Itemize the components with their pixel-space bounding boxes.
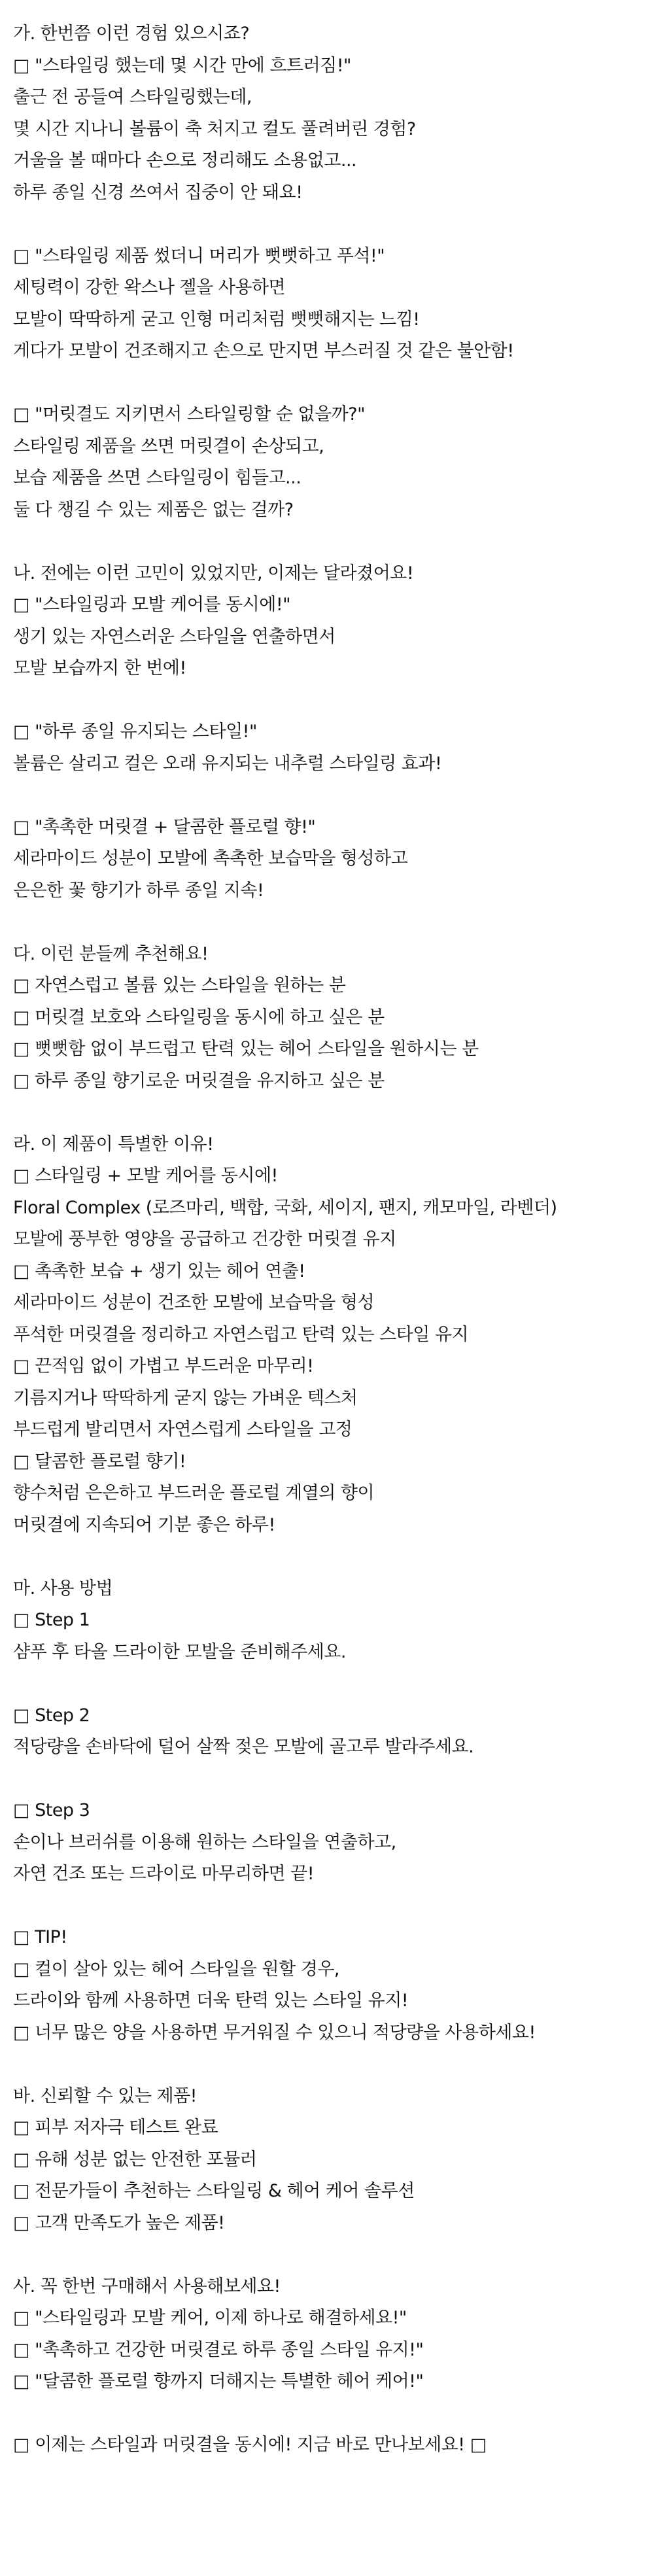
text-line: □ "스타일링과 모발 케어, 이제 하나로 해결하세요!" — [13, 2308, 407, 2328]
paragraph-gap — [13, 526, 654, 558]
text-line: □ 유해 성분 없는 안전한 포뮬러 — [13, 2149, 257, 2170]
text-line: □ 달콤한 플로럴 향기! — [13, 1451, 186, 1472]
paragraph-heading-line: □ "머릿결도 지키면서 스타일링할 순 없을까?" — [13, 404, 365, 425]
text-line: □ 컬이 살아 있는 헤어 스타일을 원할 경우, — [13, 1958, 339, 1979]
text-line: □ 너무 많은 양을 사용하면 무거워질 수 있으니 적당량을 사용하세요! — [13, 2022, 536, 2043]
text-line: 세팅력이 강한 왁스나 젤을 사용하면 — [13, 277, 286, 298]
text-line: 세라마이드 성분이 건조한 모발에 보습막을 형성 — [13, 1293, 375, 1313]
text-line: 모발이 딱딱하게 굳고 인형 머리처럼 뻣뻣해지는 느낌! — [13, 309, 420, 330]
paragraph-gap — [13, 209, 654, 241]
text-line: □ 끈적임 없이 가볍고 부드러운 마무리! — [13, 1356, 314, 1376]
text-line: 게다가 모발이 건조해지고 손으로 만지면 부스러질 것 같은 불안함! — [13, 341, 514, 361]
text-line: 머릿결에 지속되어 기분 좋은 하루! — [13, 1514, 275, 1535]
text-line: 기름지거나 딱딱하게 굳지 않는 가벼운 텍스처 — [13, 1387, 358, 1408]
text-line: 스타일링 제품을 쓰면 머릿결이 손상되고, — [13, 436, 324, 457]
text-line: 드라이와 함께 사용하면 더욱 탄력 있는 스타일 유지! — [13, 1991, 409, 2011]
paragraph-heading-line: 바. 신뢰할 수 있는 제품! — [13, 2085, 197, 2106]
text-line: 생기 있는 자연스러운 스타일을 연출하면서 — [13, 626, 336, 647]
text-line: 부드럽게 발리면서 자연스럽게 스타일을 고정 — [13, 1419, 353, 1440]
text-line: 푸석한 머릿결을 정리하고 자연스럽고 탄력 있는 스타일 유지 — [13, 1324, 469, 1345]
paragraph-heading-line: □ Step 2 — [13, 1705, 90, 1726]
paragraph-gap — [13, 907, 654, 939]
text-line: 몇 시간 지나니 볼륨이 축 처지고 컬도 풀려버린 경험? — [13, 118, 416, 139]
text-line: □ 머릿결 보호와 스타일링을 동시에 하고 싶은 분 — [13, 1007, 385, 1028]
text-line: □ "스타일링과 모발 케어를 동시에!" — [13, 595, 291, 615]
paragraph-heading-line: □ 이제는 스타일과 머릿결을 동시에! 지금 바로 만나보세요! □ — [13, 2435, 487, 2455]
text-line: 자연 건조 또는 드라이로 마무리하면 끝! — [13, 1864, 315, 1884]
paragraph-heading-line: □ "하루 종일 유지되는 스타일!" — [13, 722, 257, 742]
text-line: □ 고객 만족도가 높은 제품! — [13, 2212, 225, 2233]
paragraph-heading-line: 나. 전에는 이런 고민이 있었지만, 이제는 달라졌어요! — [13, 563, 414, 583]
paragraph-heading-line: 사. 꼭 한번 구매해서 사용해보세요! — [13, 2276, 281, 2297]
paragraph-gap — [13, 1668, 654, 1700]
text-line: 세라마이드 성분이 모발에 촉촉한 보습막을 형성하고 — [13, 848, 408, 869]
text-line: □ 피부 저자극 테스트 완료 — [13, 2117, 218, 2138]
text-line: 거울을 볼 때마다 손으로 정리해도 소용없고... — [13, 150, 357, 171]
paragraph-heading-line: 마. 사용 방법 — [13, 1578, 113, 1599]
text-line: 보습 제품을 쓰면 스타일링이 힘들고... — [13, 468, 301, 488]
paragraph-gap — [13, 780, 654, 812]
paragraph-gap — [13, 1097, 654, 1129]
text-line: □ 하루 종일 향기로운 머릿결을 유지하고 싶은 분 — [13, 1070, 385, 1091]
text-line: □ 자연스럽고 볼륨 있는 스타일을 원하는 분 — [13, 975, 346, 996]
text-line: 둘 다 챙길 수 있는 제품은 없는 걸까? — [13, 499, 294, 520]
text-line: 샴푸 후 타올 드라이한 모발을 준비해주세요. — [13, 1641, 346, 1662]
text-line: 손이나 브러쉬를 이용해 원하는 스타일을 연출하고, — [13, 1832, 396, 1853]
paragraph-gap — [13, 1890, 654, 1923]
paragraph-gap — [13, 1541, 654, 1573]
text-line: 모발 보습까지 한 번에! — [13, 658, 186, 678]
text-line: □ 스타일링 + 모발 케어를 동시에! — [13, 1166, 278, 1186]
paragraph-heading-line: □ "스타일링 제품 썼더니 머리가 뻣뻣하고 푸석!" — [13, 245, 385, 266]
paragraph-gap — [13, 685, 654, 717]
text-line: 볼륨은 살리고 컬은 오래 유지되는 내추럴 스타일링 효과! — [13, 753, 442, 774]
paragraph-gap — [13, 368, 654, 400]
text-line: 하루 종일 신경 쓰여서 집중이 안 돼요! — [13, 182, 303, 203]
paragraph-gap — [13, 2239, 654, 2271]
paragraph-gap — [13, 2049, 654, 2081]
text-line: Floral Complex (로즈마리, 백합, 국화, 세이지, 팬지, 캐모마일, 라벤더) — [13, 1197, 557, 1218]
paragraph-gap — [13, 1764, 654, 1796]
text-line: 은은한 꽃 향기가 하루 종일 지속! — [13, 880, 264, 901]
text-line: □ 전문가들이 추천하는 스타일링 & 헤어 케어 솔루션 — [13, 2181, 415, 2201]
text-line: □ 촉촉한 보습 + 생기 있는 헤어 연출! — [13, 1261, 305, 1281]
text-line: 출근 전 공들여 스타일링했는데, — [13, 87, 252, 107]
text-line: □ "촉촉하고 건강한 머릿결로 하루 종일 스타일 유지!" — [13, 2339, 424, 2360]
text-line: □ "스타일링 했는데 몇 시간 만에 흐트러짐!" — [13, 55, 351, 76]
paragraph-heading-line: 라. 이 제품이 특별한 이유! — [13, 1134, 214, 1155]
paragraph-heading-line: 다. 이런 분들께 추천해요! — [13, 943, 209, 964]
paragraph-heading-line: □ "촉촉한 머릿결 + 달콤한 플로럴 향!" — [13, 816, 316, 837]
text-line: 향수처럼 은은하고 부드러운 플로럴 계열의 향이 — [13, 1483, 375, 1503]
text-line: 적당량을 손바닥에 덜어 살짝 젖은 모발에 골고루 발라주세요. — [13, 1737, 474, 1757]
paragraph-heading-line: 가. 한번쯤 이런 경험 있으시죠? — [13, 24, 250, 44]
text-line: □ Step 1 — [13, 1610, 90, 1630]
paragraph-heading-line: □ Step 3 — [13, 1800, 90, 1820]
text-line: □ 뻣뻣함 없이 부드럽고 탄력 있는 헤어 스타일을 원하시는 분 — [13, 1039, 479, 1059]
text-line: □ "달콤한 플로럴 향까지 더해지는 특별한 헤어 케어!" — [13, 2371, 424, 2392]
paragraph-gap — [13, 2398, 654, 2430]
paragraph-heading-line: □ TIP! — [13, 1927, 67, 1947]
text-line: 모발에 풍부한 영양을 공급하고 건강한 머릿결 유지 — [13, 1229, 396, 1249]
